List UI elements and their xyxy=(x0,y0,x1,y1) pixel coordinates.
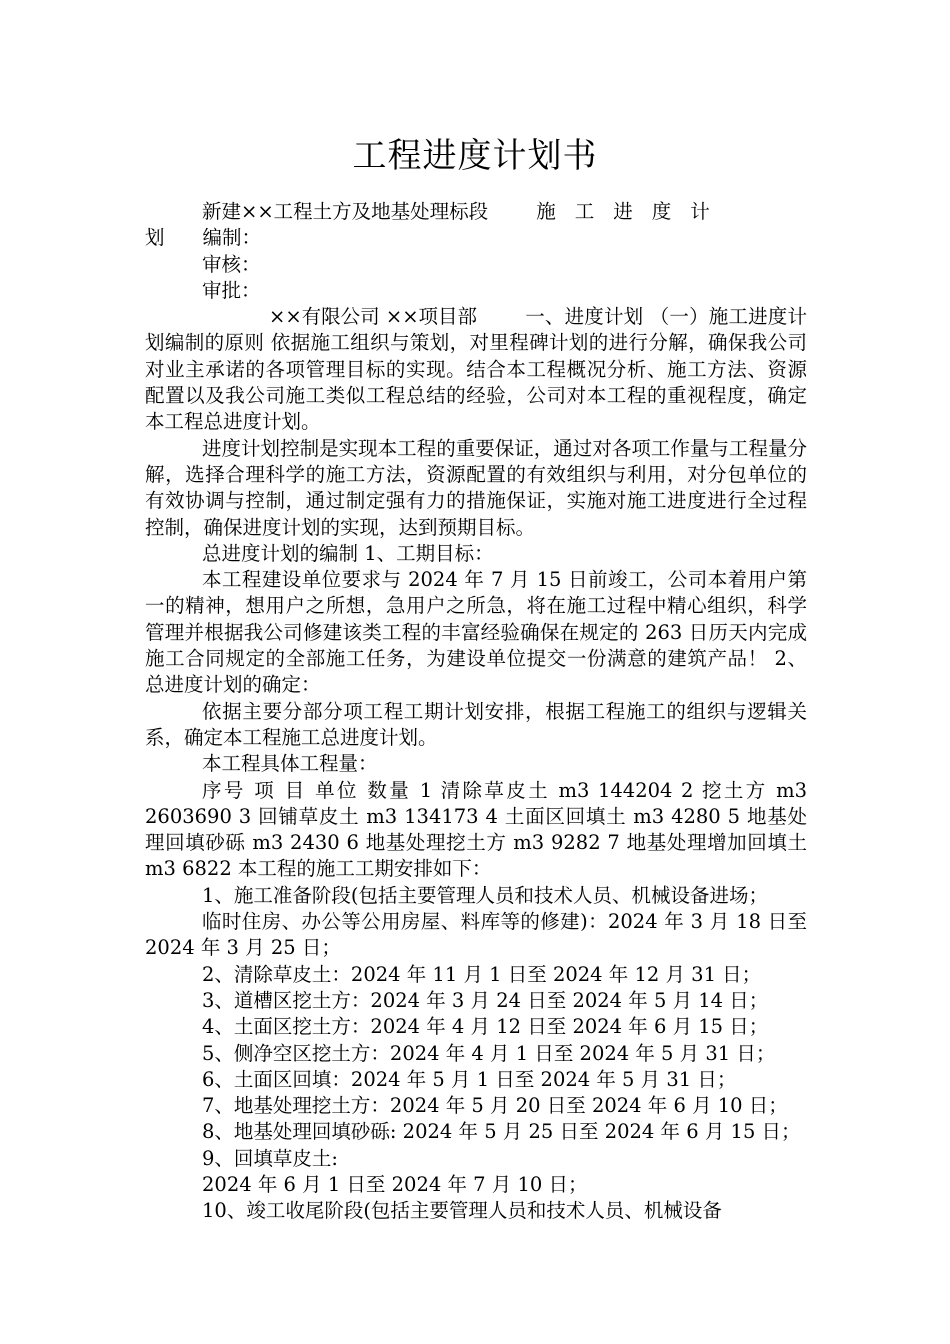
schedule-item: 2024 年 6 月 1 日至 2024 年 7 月 10 日； xyxy=(202,1172,588,1196)
plan-label-tail: 划 xyxy=(145,226,165,250)
schedule-item: 4、土面区挖土方：2024 年 4 月 12 日至 2024 年 6 月 15 日； xyxy=(202,1015,769,1039)
paragraph: 本工程建设单位要求与 2024 年 7 月 15 日前竣工，公司本着用户第一的精神，想用户之所想，急用户之所急，将在施工过程中精心组织，科学管理并根据我公司修建该类工程的丰富经验确保在规定的 263 日历天内完成施工合同规定的全部施工任务，为建设单位提交一份满意的建筑产品！ 2、总进度计划的确定： xyxy=(145,568,807,697)
compile-label: 编制： xyxy=(202,226,262,250)
cover-compile-line xyxy=(145,225,807,251)
schedule-item: 9、回填草皮土: xyxy=(202,1146,338,1170)
project-name: 新建××工程土方及地基处理标段 xyxy=(202,200,489,223)
schedule-item: 6、土面区回填：2024 年 5 月 1 日至 2024 年 5 月 31 日； xyxy=(202,1067,737,1091)
paragraph: 进度计划控制是实现本工程的重要保证，通过对各项工作量与工程量分解，选择合理科学的施工方法，资源配置的有效组织与利用，对分包单位的有效协调与控制，通过制定强有力的措施保证，实施对施工进度进行全过程控制，确保进度计划的实现，达到预期目标。 xyxy=(145,436,807,539)
schedule-item: 7、地基处理挖土方：2024 年 5 月 20 日至 2024 年 6 月 10 日； xyxy=(202,1094,788,1118)
document-body xyxy=(145,199,807,1225)
schedule-item: 临时住房、办公等公用房屋、料库等的修建)：2024 年 3 月 18 日至 2024 年 3 月 25 日； xyxy=(145,910,807,960)
quantity-table-text: 序号 项 目 单位 数量 1 清除草皮土 m3 144204 2 挖土方 m3 2603690 3 回铺草皮土 m3 134173 4 土面区回填土 m3 4280 5 地基处理回填砂砾 m3 2430 6 地基处理挖土方 m3 9282 7 地基处理增加回填土 m3 6822 本工程的施工工期安排如下： xyxy=(145,778,807,881)
document-title: 工程进度计划书 xyxy=(352,136,598,176)
schedule-item: 5、侧净空区挖土方：2024 年 4 月 1 日至 2024 年 5 月 31 日； xyxy=(202,1041,776,1065)
paragraph: 总进度计划的编制 1、工期目标： xyxy=(202,541,494,565)
schedule-item: 8、地基处理回填砂砾: 2024 年 5 月 25 日至 2024 年 6 月 15 日； xyxy=(202,1120,801,1144)
section-one-paragraph xyxy=(145,304,807,435)
review-label: 审核： xyxy=(202,252,261,276)
schedule-item: 2、清除草皮土：2024 年 11 月 1 日至 2024 年 12 月 31 日； xyxy=(202,962,762,986)
schedule-item: 1、施工准备阶段(包括主要管理人员和技术人员、机械设备进场； xyxy=(202,883,769,907)
approve-label: 审批： xyxy=(202,278,261,302)
paragraph: 本工程具体工程量： xyxy=(202,752,378,776)
cover-project-line xyxy=(145,199,807,225)
plan-label: 施工进度计 xyxy=(536,200,729,223)
schedule-item: 10、竣工收尾阶段(包括主要管理人员和技术人员、机械设备 xyxy=(202,1199,722,1223)
schedule-item: 3、道槽区挖土方：2024 年 3 月 24 日至 2024 年 5 月 14 日； xyxy=(202,988,769,1012)
paragraph: 依据主要分部分项工程工期计划安排，根据工程施工的组织与逻辑关系，确定本工程施工总进度计划。 xyxy=(145,699,807,749)
company-dept: ××有限公司 ××项目部 xyxy=(269,305,478,329)
section-one-heading: 一、进度计划 （一）施 xyxy=(525,305,729,329)
section-one-body: 工进度计划编制的原则 依据施工组织与策划，对里程碑计划的进行分解，确保我公司对业主承诺的各项管理目标的实现。结合本工程概况分析、施工方法、资源配置以及我公司施工类似工程总结的经验，公司对本工程的重视程度，确定本工程总进度计划。 xyxy=(145,305,807,434)
